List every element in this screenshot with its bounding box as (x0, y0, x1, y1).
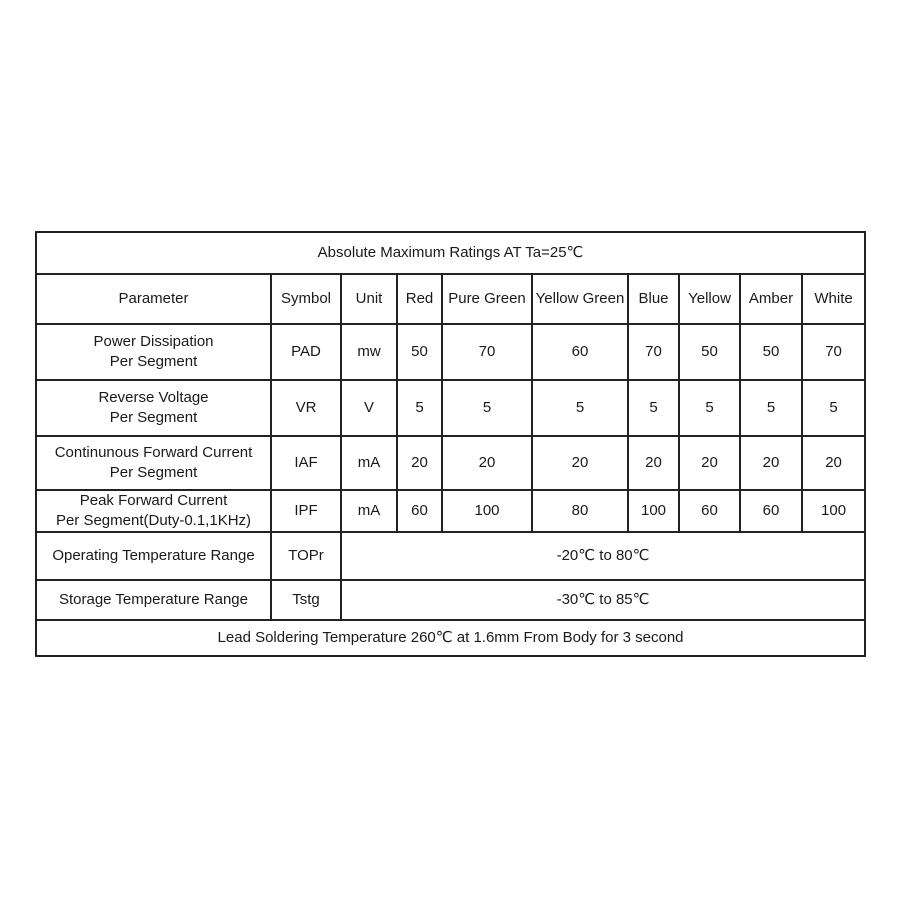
range-value-cell: -30℃ to 85℃ (341, 580, 865, 620)
value-cell: 60 (532, 324, 628, 380)
table-footer-row (36, 620, 865, 656)
unit-cell: mA (341, 490, 397, 532)
parameter-cell (36, 490, 271, 532)
parameter-line: Per Segment(Duty-0.1,1KHz) (55, 512, 252, 529)
parameter-line: Continunous Forward Current (54, 444, 253, 461)
header-row (36, 274, 865, 324)
value-cell: 20 (397, 436, 442, 490)
value-cell: 20 (628, 436, 679, 490)
value-cell: 20 (740, 436, 802, 490)
symbol-cell: IPF (271, 490, 341, 532)
value-cell: 20 (802, 436, 865, 490)
value-cell: 50 (740, 324, 802, 380)
header-blue: Blue (628, 274, 679, 324)
header-red: Red (397, 274, 442, 324)
header-white: White (802, 274, 865, 324)
parameter-cell (36, 436, 271, 490)
symbol-cell: IAF (271, 436, 341, 490)
header-yellow-green: Yellow Green (532, 274, 628, 324)
unit-cell: V (341, 380, 397, 436)
value-cell: 100 (628, 490, 679, 532)
parameter-cell: Storage Temperature Range (36, 580, 271, 620)
table-title: Absolute Maximum Ratings AT Ta=25℃ (36, 232, 865, 274)
header-parameter: Parameter (36, 274, 271, 324)
value-cell: 5 (740, 380, 802, 436)
value-cell: 70 (442, 324, 532, 380)
value-cell: 5 (628, 380, 679, 436)
value-cell: 5 (442, 380, 532, 436)
table-row (36, 532, 865, 580)
table-row (36, 490, 865, 532)
table-row (36, 436, 865, 490)
value-cell: 5 (397, 380, 442, 436)
parameter-line: Per Segment (109, 464, 198, 481)
table-row (36, 380, 865, 436)
symbol-cell: TOPr (271, 532, 341, 580)
parameter-line: Peak Forward Current (79, 492, 228, 509)
parameter-cell: Operating Temperature Range (36, 532, 271, 580)
value-cell: 20 (532, 436, 628, 490)
value-cell: 60 (679, 490, 740, 532)
header-unit: Unit (341, 274, 397, 324)
value-cell: 80 (532, 490, 628, 532)
header-pure-green: Pure Green (442, 274, 532, 324)
value-cell: 5 (679, 380, 740, 436)
parameter-line: Per Segment (109, 409, 198, 426)
symbol-cell: PAD (271, 324, 341, 380)
table-row (36, 324, 865, 380)
value-cell: 60 (397, 490, 442, 532)
range-value-cell: -20℃ to 80℃ (341, 532, 865, 580)
header-amber: Amber (740, 274, 802, 324)
parameter-line: Power Dissipation (93, 333, 214, 350)
header-symbol: Symbol (271, 274, 341, 324)
table-title-row (36, 232, 865, 274)
value-cell: 20 (679, 436, 740, 490)
value-cell: 60 (740, 490, 802, 532)
value-cell: 5 (802, 380, 865, 436)
parameter-line: Reverse Voltage (98, 389, 209, 406)
table-footer-note: Lead Soldering Temperature 260℃ at 1.6mm From Body for 3 second (36, 620, 865, 656)
value-cell: 100 (442, 490, 532, 532)
parameter-line: Per Segment (109, 353, 198, 370)
value-cell: 50 (679, 324, 740, 380)
value-cell: 5 (532, 380, 628, 436)
symbol-cell: VR (271, 380, 341, 436)
value-cell: 50 (397, 324, 442, 380)
table-row (36, 580, 865, 620)
unit-cell: mw (341, 324, 397, 380)
value-cell: 70 (802, 324, 865, 380)
symbol-cell: Tstg (271, 580, 341, 620)
parameter-cell (36, 324, 271, 380)
unit-cell: mA (341, 436, 397, 490)
value-cell: 20 (442, 436, 532, 490)
parameter-cell (36, 380, 271, 436)
value-cell: 70 (628, 324, 679, 380)
absolute-maximum-ratings-table (35, 231, 866, 657)
header-yellow: Yellow (679, 274, 740, 324)
value-cell: 100 (802, 490, 865, 532)
